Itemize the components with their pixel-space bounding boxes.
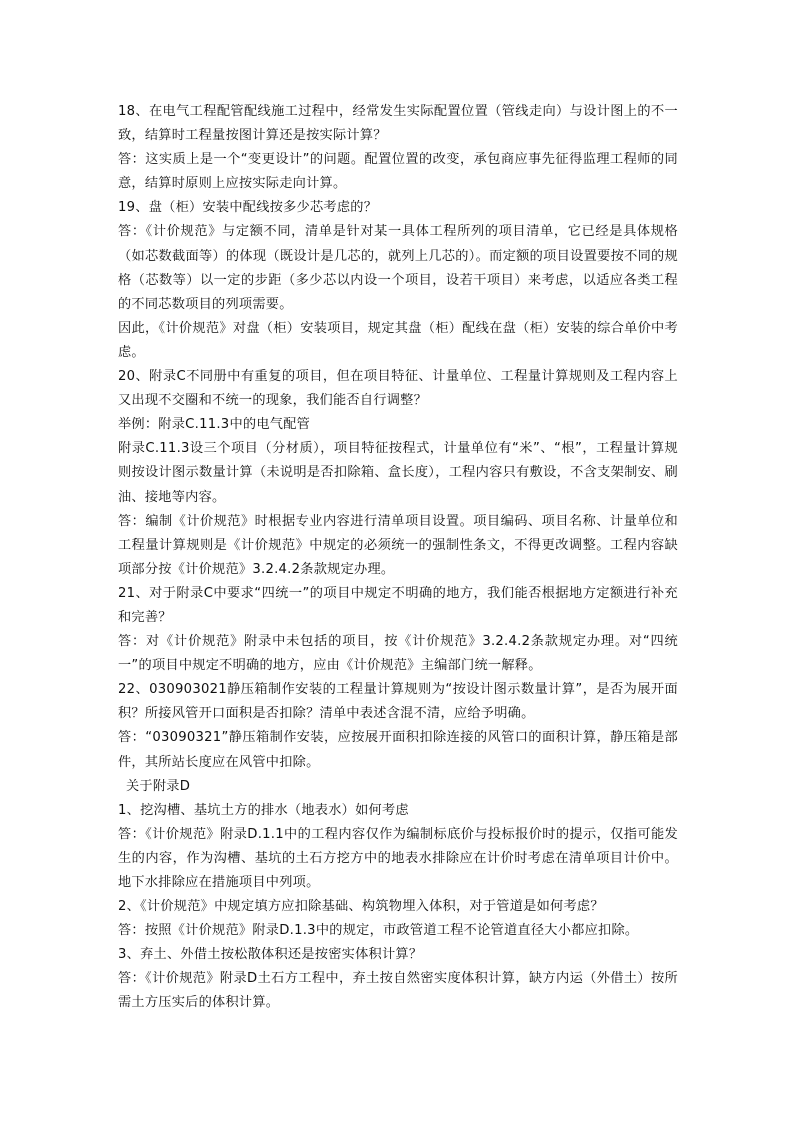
answer-19-conclusion: 因此，《计价规范》对盘（柜）安装项目，规定其盘（柜）配线在盘（柜）安装的综合单价中考虑。: [118, 320, 678, 360]
answer-d2: 答：按照《计价规范》附录D.1.3中的规定，市政管道工程不论管道直径大小都应扣除。: [118, 923, 639, 939]
section-heading-appendix-d: 关于附录D: [126, 778, 191, 794]
example-20-detail: 附录C.11.3设三个项目（分材质），项目特征按程式，计量单位有“米”、“根”，工程量计算规则按设计图示数量计算（未说明是否扣除箱、盒长度），工程内容只有敷设，不含支架制安、刷油、接地等内容。: [118, 441, 678, 505]
answer-18: 答：这实质上是一个“变更设计”的问题。配置位置的改变，承包商应事先征得监理工程师的同意，结算时原则上应按实际走向计算。: [118, 152, 678, 192]
question-18: 18、在电气工程配管配线施工过程中，经常发生实际配置位置（管线走向）与设计图上的不一致，结算时工程量按图计算还是按实际计算？: [118, 104, 678, 144]
answer-d1: 答：《计价规范》附录D.1.1中的工程内容仅作为编制标底价与投标报价时的提示，仅指可能发生的内容，作为沟槽、基坑的土石方挖方中的地表水排除应在计价时考虑在清单项目计价中。地下水排除应在措施项目中列项。: [118, 826, 678, 890]
answer-21: 答：对《计价规范》附录中未包括的项目，按《计价规范》3.2.4.2条款规定办理。对“四统一”的项目中规定不明确的地方，应由《计价规范》主编部门统一解释。: [118, 634, 678, 674]
question-20: 20、附录C不同册中有重复的项目，但在项目特征、计量单位、工程量计算规则及工程内容上又出现不交圈和不统一的现象，我们能否自行调整？: [118, 369, 678, 409]
question-21: 21、对于附录C中要求“四统一”的项目中规定不明确的地方，我们能否根据地方定额进行补充和完善？: [118, 585, 678, 625]
answer-22: 答：“03090321”静压箱制作安装，应按展开面积扣除连接的风管口的面积计算，静压箱是部件，其所站长度应在风管中扣除。: [118, 730, 678, 770]
question-d1: 1、挖沟槽、基坑土方的排水（地表水）如何考虑: [118, 802, 409, 818]
question-d3: 3、弃土、外借土按松散体积还是按密实体积计算？: [118, 947, 423, 963]
answer-20: 答：编制《计价规范》时根据专业内容进行清单项目设置。项目编码、项目名称、计量单位和工程量计算规则是《计价规范》中规定的必须统一的强制性条文，不得更改调整。工程内容缺项部分按《计价规范》3.2.4.2条款规定办理。: [118, 513, 678, 577]
answer-d3: 答：《计价规范》附录D土石方工程中，弃土按自然密实度体积计算，缺方内运（外借土）按所需土方压实后的体积计算。: [118, 971, 678, 1011]
question-19: 19、盘（柜）安装中配线按多少芯考虑的？: [118, 200, 378, 216]
question-22: 22、030903021静压箱制作安装的工程量计算规则为“按设计图示数量计算”，是否为展开面积？所接风管开口面积是否扣除？清单中表述含混不清，应给予明确。: [118, 682, 678, 722]
question-d2: 2、《计价规范》中规定填方应扣除基础、构筑物埋入体积，对于管道是如何考虑？: [118, 899, 604, 915]
answer-19: 答：《计价规范》与定额不同，清单是针对某一具体工程所列的项目清单，它已经是具体规格（如芯数截面等）的体现（既设计是几芯的，就列上几芯的）。而定额的项目设置要按不同的规格（芯数等）以一定的步距（多少芯以内设一个项目，设若干项目）来考虑，以适应各类工程的不同芯数项目的列项需要。: [118, 224, 678, 312]
example-20-heading: 举例：附录C.11.3中的电气配管: [118, 417, 311, 433]
document-body: [118, 100, 678, 1016]
